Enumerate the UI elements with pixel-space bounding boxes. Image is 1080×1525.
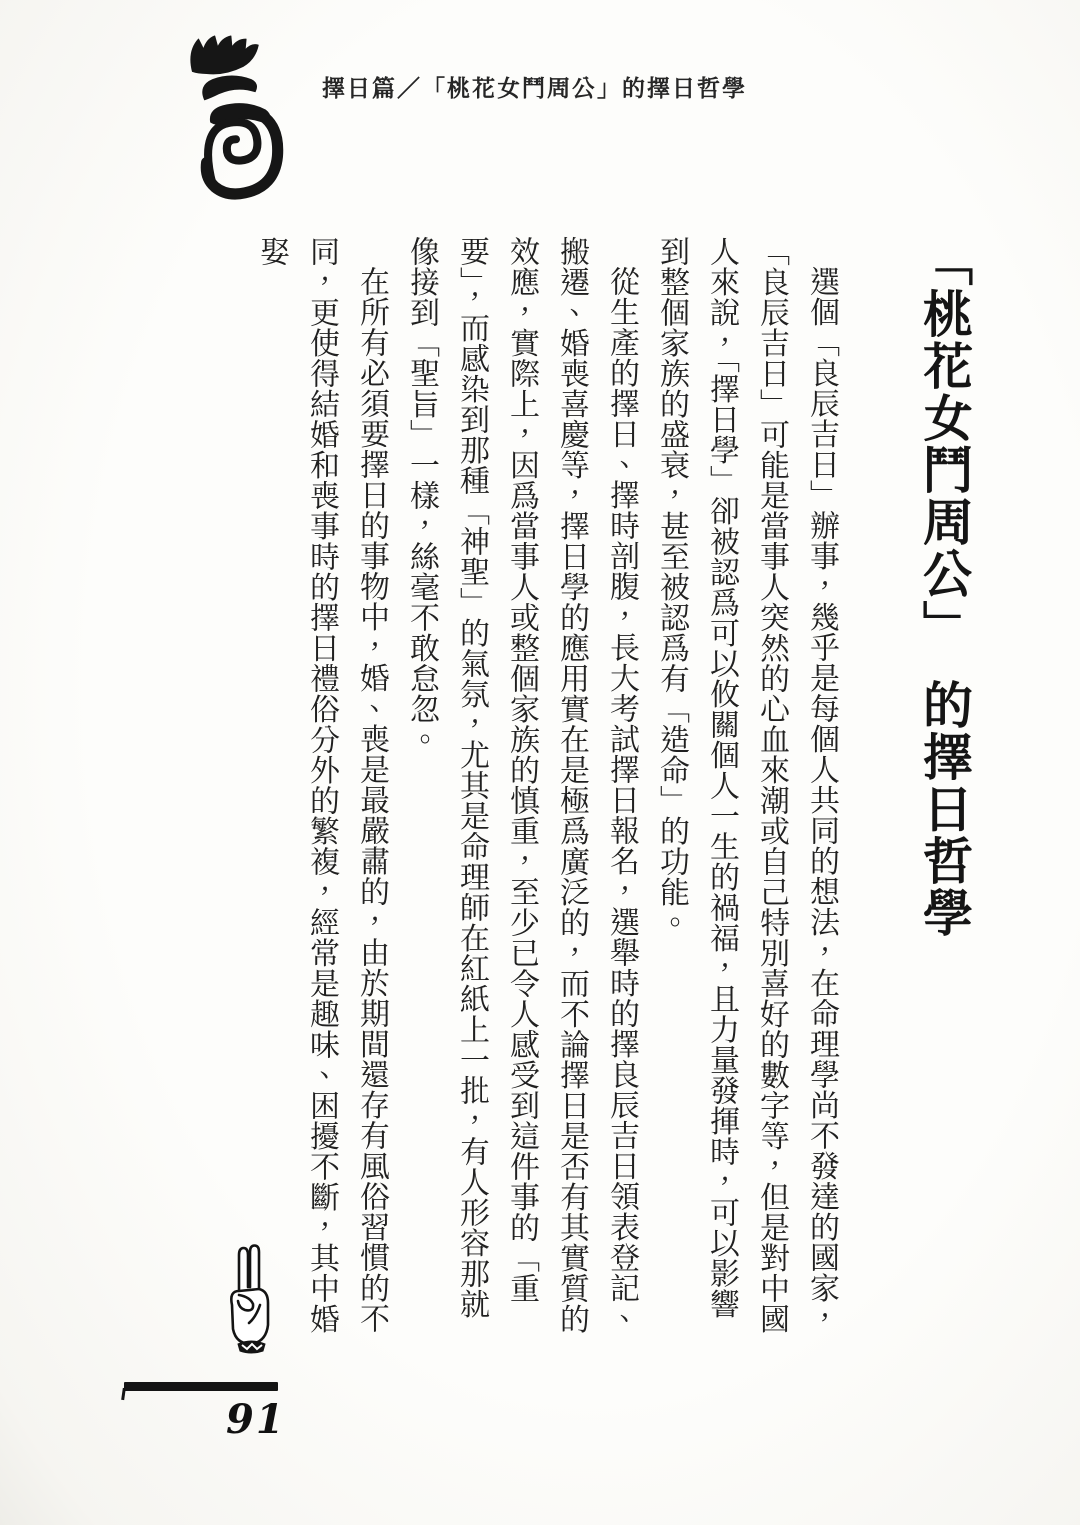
page-number: 91: [226, 1396, 286, 1443]
footer-rule: [124, 1382, 278, 1391]
chapter-content: [246, 236, 982, 1340]
paragraph-3: 在所有必須要擇日的事物中，婚、喪是最嚴肅的，由於期間還存有風俗習慣的不同，更使得結婚和喪事時的擇日禮俗分外的繁複，經常是趣味、困擾不斷，其中婚娶: [255, 236, 388, 1334]
paragraph-1: 選個「良辰吉日」辦事，幾乎是每個人共同的想法，在命理學尚不發達的國家，「良辰吉日」可能是當事人突然的心血來潮或自己特別喜好的數字等，但是對中國人來說，「擇日學」卻被認爲可以攸關個人一生的禍福，且力量發揮時，可以影響到整個家族的盛衰，甚至被認爲有「造命」的功能。: [655, 236, 838, 1334]
body-text: [246, 236, 846, 1340]
pointing-hand-icon: [216, 1243, 276, 1355]
chapter-title: 「桃花女鬥周公」 的擇日哲學: [916, 236, 972, 939]
running-header: 擇日篇／「桃花女鬥周公」的擇日哲學: [322, 76, 747, 101]
calligraphic-seal-icon: [183, 33, 297, 205]
paragraph-2: 從生產的擇日、擇時剖腹，長大考試擇日報名，選舉時的擇良辰吉日領表登記、搬遷、婚喪喜慶等，擇日學的應用實在是極爲廣泛的，而不論擇日是否有其實質的效應，實際上，因爲當事人或整個家族的慎重，至少已令人感受到這件事的「重要」，而感染到那種「神聖」的氣氛，尤其是命理師在紅紙上一批，有人形容那就像接到「聖旨」一樣，絲毫不敢怠忽。: [405, 236, 638, 1334]
